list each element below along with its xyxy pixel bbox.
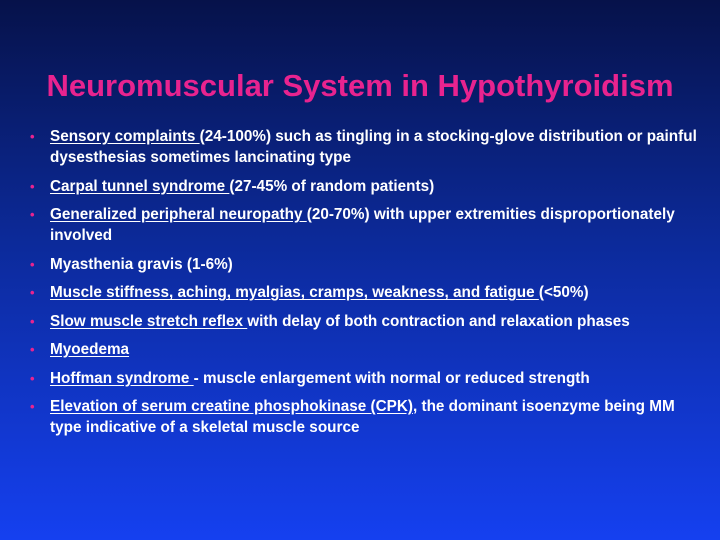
bullet-item (30, 204, 700, 246)
bullet-item (30, 282, 700, 303)
bullet-item (30, 254, 700, 275)
bullet-underlined-text: Elevation of serum creatine phosphokinase (CPK) (50, 398, 413, 415)
bullet-item (30, 339, 700, 360)
bullet-item (30, 396, 700, 438)
bullet-underlined-text: Sensory complaints (50, 128, 200, 145)
bullet-text: , the dominant isoenzyme being MM type indicative of a skeletal muscle source (50, 398, 675, 436)
bullet-icon: • (30, 256, 35, 272)
bullet-text: (24-100%) such as tingling in a stocking-glove distribution or painful dysesthesias sometimes lancinating type (50, 128, 697, 166)
bullet-icon: • (30, 285, 35, 300)
bullet-item (30, 368, 700, 389)
bullet-text: with delay of both contraction and relaxation phases (247, 312, 630, 330)
bullet-icon: • (30, 178, 35, 194)
bullet-icon: • (30, 207, 35, 222)
bullet-underlined-text: Generalized peripheral neuropathy (50, 206, 307, 223)
bullet-item (30, 311, 700, 332)
bullet-underlined-text: Carpal tunnel syndrome (50, 177, 230, 195)
bullet-text: Myasthenia gravis (1-6%) (50, 255, 233, 273)
bullet-text: (20-70%) with upper extremities disproportionately involved (50, 206, 675, 244)
bullet-underlined-text: Slow muscle stretch reflex (50, 312, 248, 330)
bullet-icon: • (30, 342, 35, 357)
bullet-text: - muscle enlargement with normal or reduced strength (193, 369, 590, 387)
bullet-icon: • (30, 399, 35, 414)
bullet-icon: • (30, 129, 35, 144)
bullet-list (30, 126, 700, 446)
bullet-underlined-text: Myoedema (50, 341, 130, 358)
slide-title: Neuromuscular System in Hypothyroidism (46, 68, 674, 103)
bullet-underlined-text: Hoffman syndrome (50, 369, 194, 387)
bullet-underlined-text: Muscle stiffness, aching, myalgias, cramps, weakness, and fatigue (50, 284, 539, 301)
bullet-icon: • (30, 313, 35, 329)
bullet-icon: • (30, 370, 35, 386)
bullet-text: (27-45% of random patients) (229, 177, 435, 195)
bullet-text: (<50%) (538, 284, 589, 301)
bullet-item (30, 176, 700, 197)
bullet-item (30, 126, 700, 168)
